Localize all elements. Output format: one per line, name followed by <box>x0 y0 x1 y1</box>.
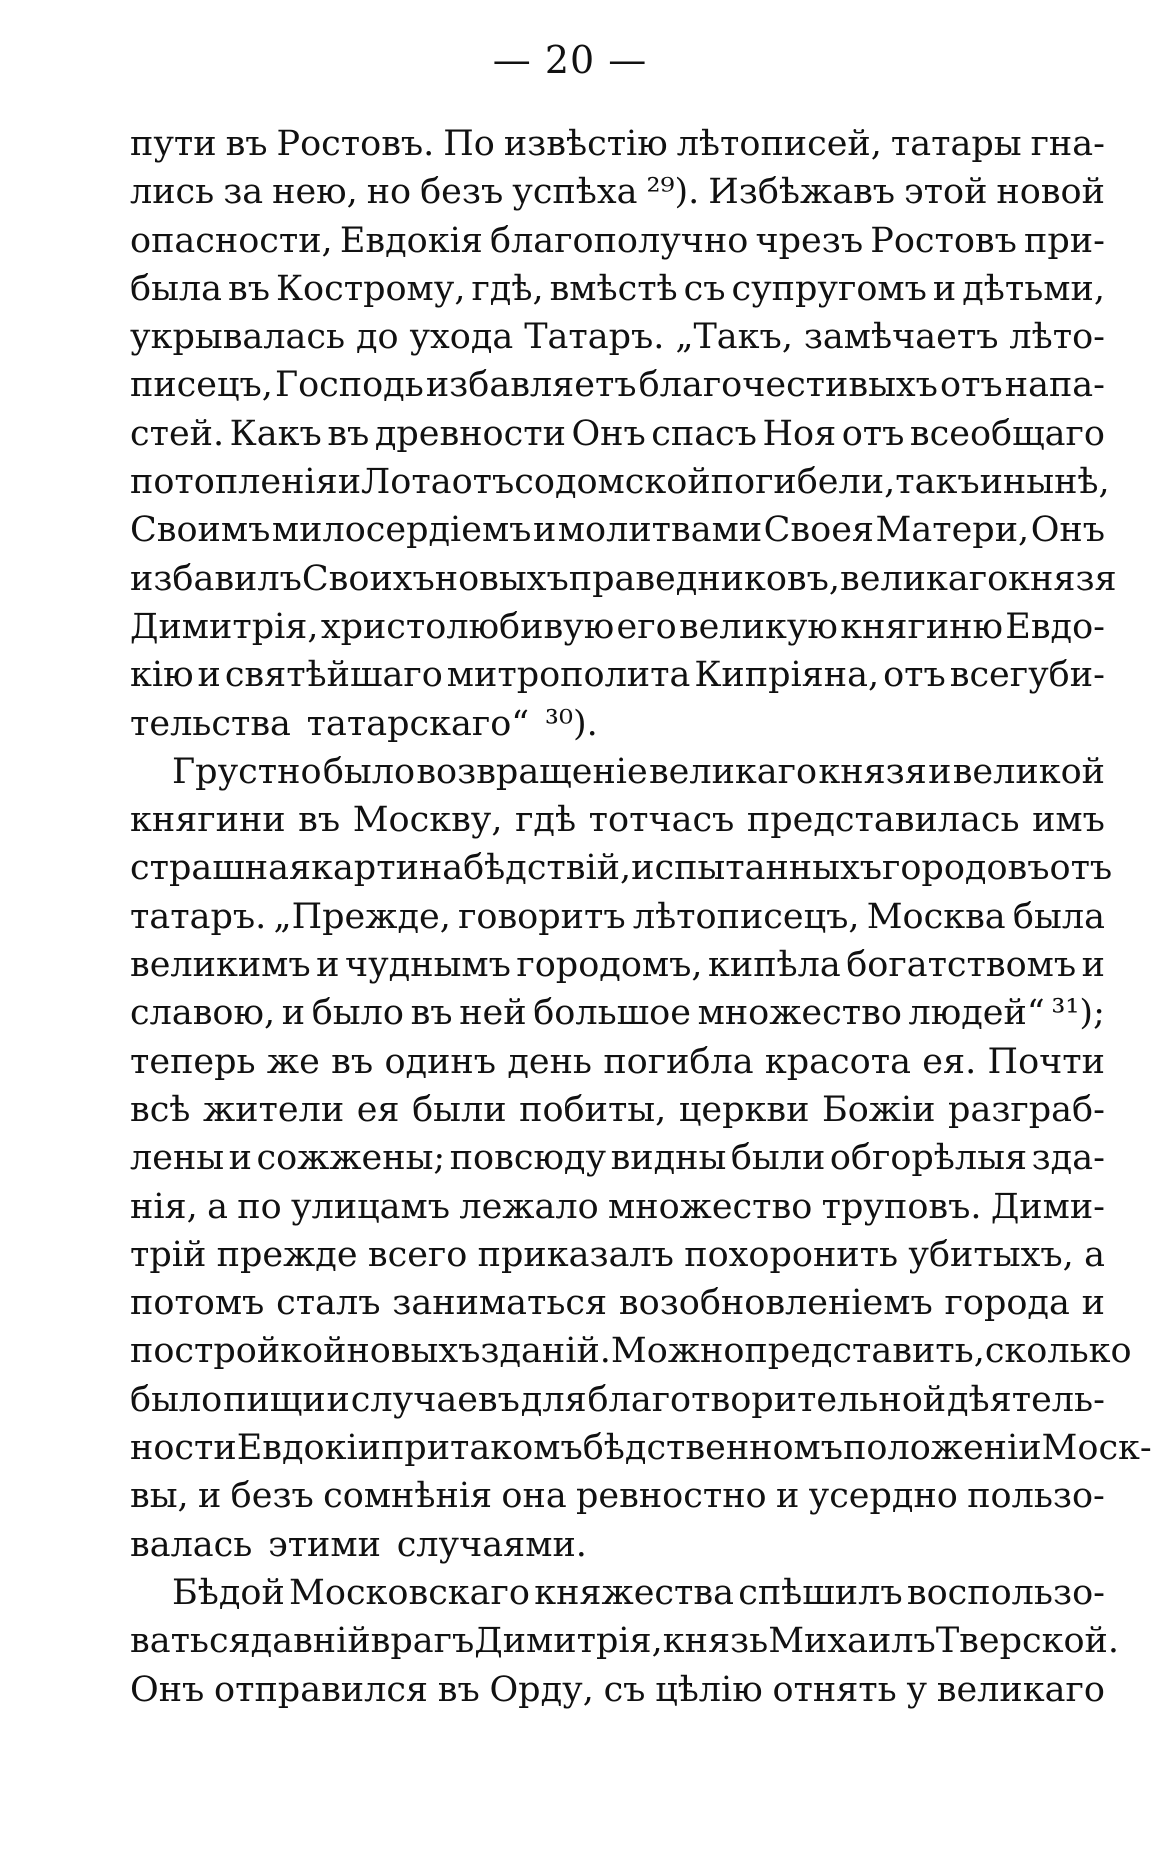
page-number: — 20 — <box>492 38 648 82</box>
paragraph <box>130 748 1152 1569</box>
text-line: ваться давній врагъ Димитрія, князь Михаилъ Тверской. <box>130 1621 1119 1662</box>
text-line: княгини въ Москву, гдѣ тотчасъ представилась имъ <box>130 800 1105 841</box>
text-line: стей. Какъ въ древности Онъ спасъ Ноя отъ всеобщаго <box>130 413 1105 454</box>
text-line: избавилъ Своихъ новыхъ праведниковъ, великаго князя <box>130 558 1117 599</box>
text-line: Онъ отправился въ Орду, съ цѣлію отнять у великаго <box>130 1669 1105 1710</box>
text-line: постройкой новыхъ зданій. Можно представить, сколько <box>130 1331 1132 1372</box>
text-line: Димитрія, христолюбивую его великую княгиню Евдо- <box>130 606 1105 647</box>
text-line: укрывалась до ухода Татаръ. „Такъ, замѣчаетъ лѣто- <box>130 317 1105 358</box>
paragraph <box>130 120 1117 748</box>
text-line: Своимъ милосердіемъ и молитвами Своея Матери, Онъ <box>130 510 1105 551</box>
text-line: славою, и было въ ней большое множество людей“ ³¹); <box>130 993 1105 1034</box>
text-line: лись за нею, но безъ успѣха ²⁹). Избѣжавъ этой новой <box>130 172 1105 213</box>
text-line: валась этими случаями. <box>130 1524 587 1565</box>
text-line: лены и сожжены; повсюду видны были обгорѣлыя зда- <box>130 1138 1105 1179</box>
text-line: вы, и безъ сомнѣнія она ревностно и усердно пользо- <box>130 1476 1105 1517</box>
text-line: великимъ и чуднымъ городомъ, кипѣла богатствомъ и <box>130 945 1105 986</box>
body-text <box>130 120 1152 1714</box>
text-line: всѣ жители ея были побиты, церкви Божіи разграб- <box>130 1089 1105 1130</box>
text-line: опасности, Евдокія благополучно чрезъ Ростовъ при- <box>130 220 1105 261</box>
text-line: тельства татарскаго“ ³⁰). <box>130 703 598 744</box>
text-line: писецъ, Господь избавляетъ благочестивыхъ отъ напа- <box>130 365 1105 406</box>
text-line: нія, а по улицамъ лежало множество труповъ. Дими- <box>130 1186 1105 1227</box>
paragraph <box>130 1569 1119 1714</box>
text-line: Грустно было возвращеніе великаго князя и великой <box>172 751 1105 792</box>
text-line: была въ Кострому, гдѣ, вмѣстѣ съ супругомъ и дѣтьми, <box>130 268 1105 309</box>
text-line: пути въ Ростовъ. По извѣстію лѣтописей, татары гна- <box>130 124 1105 164</box>
text-line: потомъ сталъ заниматься возобновленіемъ города и <box>130 1283 1105 1324</box>
text-line: потопленія и Лота отъ содомской погибели, такъ и нынѣ, <box>130 462 1110 503</box>
text-line: татаръ. „Прежде, говоритъ лѣтописецъ, Москва была <box>130 896 1105 937</box>
text-line: трій прежде всего приказалъ похоронить убитыхъ, а <box>130 1234 1105 1275</box>
text-line: кію и святѣйшаго митрополита Кипріяна, отъ всегуби- <box>130 655 1105 696</box>
text-line: страшная картина бѣдствій, испытанныхъ городовъ отъ <box>130 848 1113 889</box>
text-line: Бѣдой Московскаго княжества спѣшилъ воспользо- <box>172 1572 1105 1613</box>
text-line: было пищи и случаевъ для благотворительной дѣятель- <box>130 1379 1105 1420</box>
text-line: теперь же въ одинъ день погибла красота ея. Почти <box>130 1041 1105 1082</box>
text-line: ности Евдокіи при такомъ бѣдственномъ положеніи Моск- <box>130 1428 1152 1469</box>
